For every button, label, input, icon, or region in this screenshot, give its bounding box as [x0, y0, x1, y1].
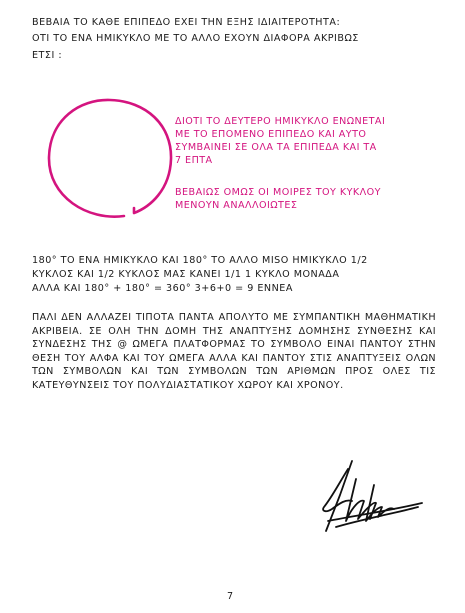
open-circle-arc: [49, 100, 171, 217]
intro-line-2: ΟΤΙ ΤΟ ΕΝΑ ΗΜΙΚΥΚΛΟ ΜΕ ΤΟ ΑΛΛΟ ΕΧΟΥΝ ΔΙΑΦΟΡΑ ΑΚΡΙΒΩΣ: [32, 33, 359, 44]
math-line-3: ΑΛΛΑ ΚΑΙ 180° + 180° = 360° 3+6+0 = 9 ΕΝΝΕΑ: [32, 283, 293, 294]
pink-line-5: ΒΕΒΑΙΩΣ ΟΜΩΣ ΟΙ ΜΟΙΡΕΣ ΤΟΥ ΚΥΚΛΟΥ: [175, 187, 381, 198]
pink-text-block: [175, 115, 445, 212]
pink-line-2: ΜΕ ΤΟ ΕΠΟΜΕΝΟ ΕΠΙΠΕΔΟ ΚΑΙ ΑΥΤΟ: [175, 129, 367, 140]
math-line-1: 180° ΤΟ ΕΝΑ ΗΜΙΚΥΚΛΟ ΚΑΙ 180° ΤΟ ΑΛΛΟ MISO ΗΜΙΚΥΚΛΟ 1/2: [32, 255, 368, 266]
page-number: 7: [227, 591, 234, 602]
pink-line-1: ΔΙΟΤΙ ΤΟ ΔΕΥΤΕΡΟ ΗΜΙΚΥΚΛΟ ΕΝΩΝΕΤΑΙ: [175, 116, 386, 127]
body-paragraph: ΠΑΛΙ ΔΕΝ ΑΛΛΑΖΕΙ ΤΙΠΟΤΑ ΠΑΝΤΑ ΑΠΟΛΥΤΟ ΜΕ ΣΥΜΠΑΝΤΙΚΗ ΜΑΘΗΜΑΤΙΚΗ ΑΚΡΙΒΕΙΑ. ΣΕ ΟΛΗ ΤΗΝ ΔΟΜΗ ΤΗΣ ΑΝΑΠΤΥΞΗΣ ΔΟΜΗΣΗΣ ΣΥΝΘΕΣΗΣ ΚΑΙ ΣΥΝΔΕΣΗΣ ΤΗΣ @ ΩΜΕΓΑ ΠΛΑΤΦΟΡΜΑΣ ΤΟ ΣΥΜΒΟΛΟ ΕΙΝΑΙ ΠΑΝΤΟΥ ΣΤΗΝ ΘΕΣΗ ΤΟΥ ΑΛΦΑ ΚΑΙ ΤΟΥ ΩΜΕΓΑ ΑΛΛΑ ΚΑΙ ΠΑΝΤΟΥ ΣΤΙΣ ΑΝΑΠΤΥΞΕΙΣ ΟΛΩΝ ΤΩΝ ΣΥΜΒΟΛΩΝ ΚΑΙ ΤΩΝ ΣΥΜΒΟΛΩΝ ΤΩΝ ΑΡΙΘΜΩΝ ΠΡΟΣ ΟΛΕΣ ΤΙΣ ΚΑΤΕΥΘΥΝΣΕΙΣ ΤΟΥ ΠΟΛΥΔΙΑΣΤΑΤΙΚΟΥ ΧΩΡΟΥ ΚΑΙ ΧΡΟΝΟΥ.: [32, 312, 436, 391]
pink-line-3: ΣΥΜΒΑΙΝΕΙ ΣΕ ΟΛΑ ΤΑ ΕΠΙΠΕΔΑ ΚΑΙ ΤΑ: [175, 142, 377, 153]
math-line-2: ΚΥΚΛΟΣ ΚΑΙ 1/2 ΚΥΚΛΟΣ ΜΑΣ ΚΑΝΕΙ 1/1 1 ΚΥΚΛΟ ΜΟΝΑΔΑ: [32, 269, 340, 280]
handwritten-signature: [318, 455, 428, 535]
body-paragraph-block: [32, 311, 436, 392]
pink-line-4: 7 ΕΠΤΑ: [175, 155, 213, 166]
semicircle-graphic: [38, 95, 178, 225]
pink-line-6: ΜΕΝΟΥΝ ΑΝΑΛΛΟΙΩΤΕΣ: [175, 200, 298, 211]
intro-line-3: ΕΤΣΙ :: [32, 50, 63, 61]
intro-line-1: ΒΕΒΑΙΑ ΤΟ ΚΑΘΕ ΕΠΙΠΕΔΟ ΕΧΕΙ ΤΗΝ ΕΞΗΣ ΙΔΙΑΙΤΕΡΟΤΗΤΑ:: [32, 17, 341, 28]
